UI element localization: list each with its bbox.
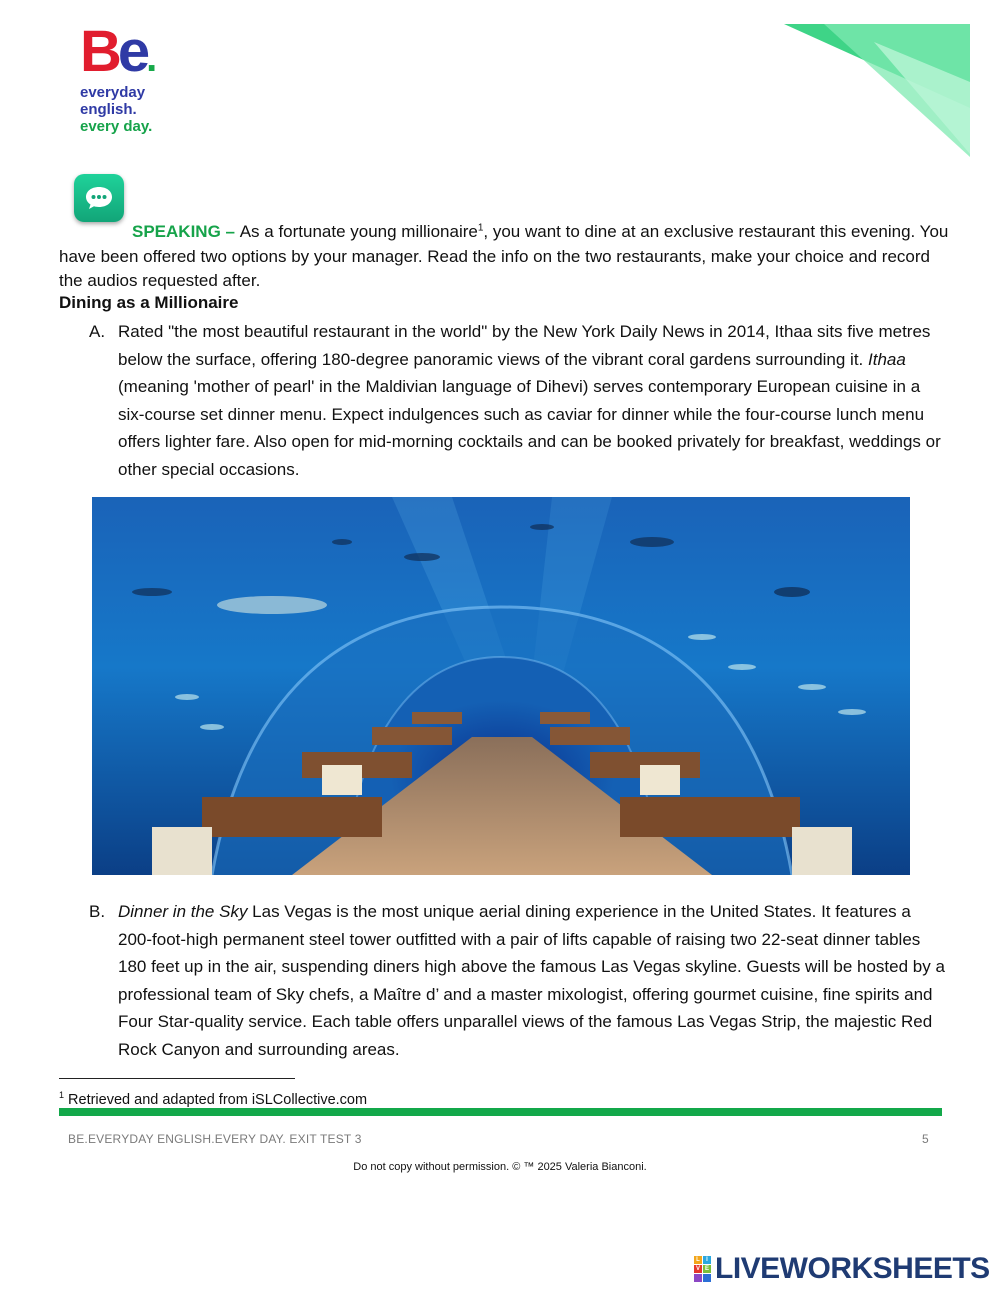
footnote-divider	[59, 1078, 295, 1079]
list-item-a: A. Rated "the most beautiful restaurant in the world" by the New York Daily News in 2014, Ithaa sits five metres below the surface, offering 180-degree panoramic views of the vibrant coral gardens surrounding it. Ithaa (meaning 'mother of pearl' in the Maldivian language of Dihevi) serves contemporary European cuisine in a six-course set dinner menu. Expect indulgences such as caviar for dinner while the four-course lunch menu offers lighter fare. Also open for mid-morning cocktails and can be booked privately for breakfast, weddings or other special occasions.	[118, 318, 948, 483]
speaking-chat-icon	[74, 174, 124, 222]
liveworksheets-blocks-icon: L I V E	[694, 1256, 711, 1282]
list-letter: A.	[89, 322, 106, 341]
section-heading: Dining as a Millionaire	[59, 293, 239, 312]
liveworksheets-wordmark: LIVEWORKSHEETS	[715, 1252, 990, 1285]
list-letter: B.	[89, 902, 106, 921]
speaking-label: SPEAKING –	[132, 222, 240, 241]
page-number: 5	[922, 1132, 929, 1146]
footer-title: BE.EVERYDAY ENGLISH.EVERY DAY. EXIT TEST 3	[68, 1132, 362, 1146]
liveworksheets-logo[interactable]	[694, 1252, 990, 1286]
list-item-b: B. Dinner in the Sky Las Vegas is the most unique aerial dining experience in the United States. It features a 200-foot-high permanent steel tower outfitted with a pair of lifts capable of raising two 22-seat dinner tables 180 feet up in the air, suspending diners high above the famous Las Vegas skyline. Guests will be hosted by a professional team of Sky chefs, a Maître d’ and a master mixologist, offering gourmet cuisine, fine spirits and Four Star-quality service. Each table offers unparallel views of the famous Las Vegas Strip, the majestic Red Rock Canyon and surrounding areas.	[118, 898, 948, 1063]
logo-mark: Be.	[80, 19, 154, 84]
logo-line-2: english.	[80, 101, 137, 118]
copyright-notice: Do not copy without permission. © ™ 2025 Valeria Bianconi.	[353, 1161, 647, 1173]
footnote: $^1$ Retrieved and adapted from iSLCollective.com	[59, 1090, 368, 1108]
italic-name: Dinner in the Sky	[118, 902, 248, 921]
footer-green-bar	[59, 1108, 942, 1116]
logo-line-3: every day.	[80, 118, 153, 135]
italic-name: Ithaa	[868, 349, 906, 369]
speaking-instructions: SPEAKING – As a fortunate young millionaire$^1$, you want to dine at an exclusive restaurant this evening. You have been offered two options by your manager. Read the info on the two restaurants, make your choice and record the audios requested after.	[59, 222, 949, 290]
footnote-ref: 1	[477, 222, 484, 234]
logo-line-1: everyday	[80, 84, 146, 101]
underwater-restaurant-photo	[92, 497, 910, 875]
corner-decoration	[784, 22, 974, 157]
brand-logo	[80, 19, 200, 136]
